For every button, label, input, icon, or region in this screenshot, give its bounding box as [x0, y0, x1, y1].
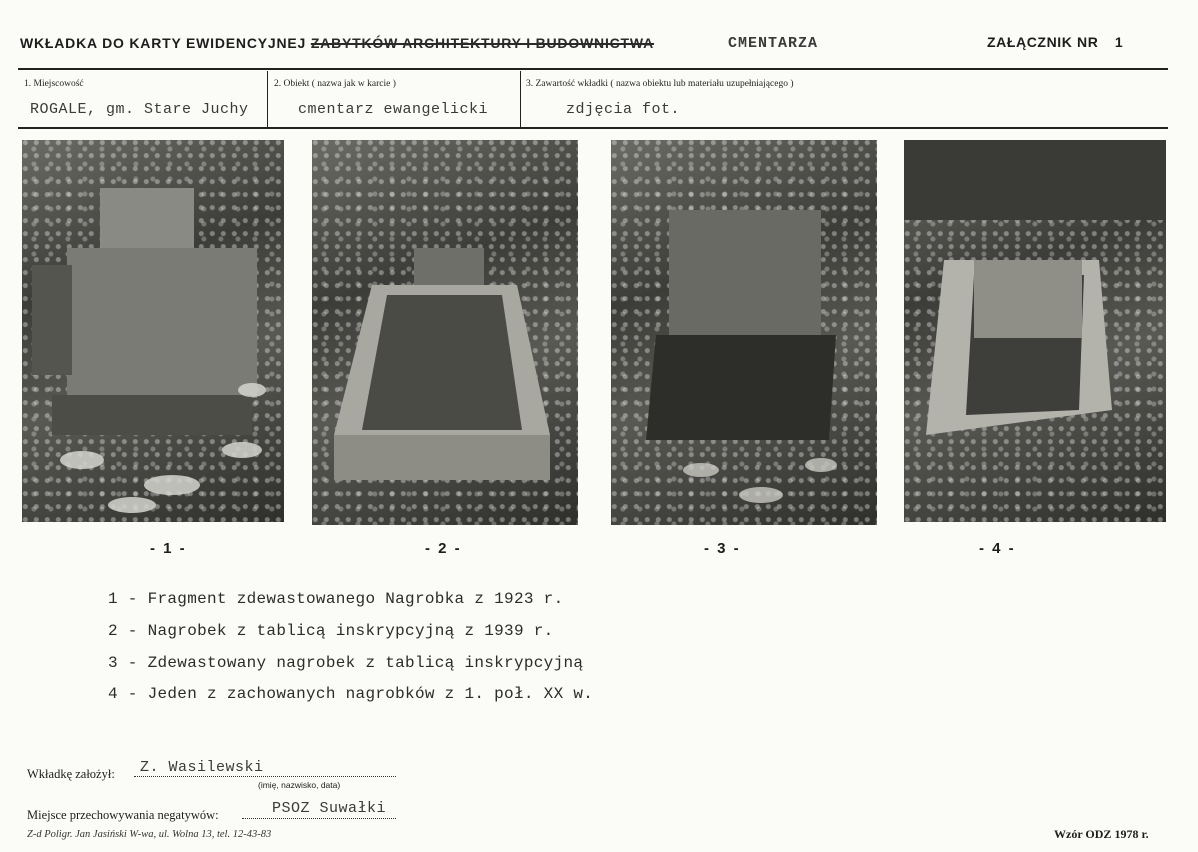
form-code: Wzór ODZ 1978 r. — [1054, 827, 1149, 841]
form-title-typed: CMENTARZA — [728, 35, 819, 52]
field-label-object: 2. Obiekt ( nazwa jak w karcie ) — [274, 79, 396, 89]
field-value-contents: zdjęcia fot. — [566, 101, 681, 118]
photo-3 — [611, 140, 877, 525]
photo-label-2: - 2 - — [425, 540, 462, 557]
photo-2 — [312, 140, 578, 525]
photo-1 — [22, 140, 284, 522]
form-title — [20, 35, 654, 51]
field-label-locality: 1. Miejscowość — [24, 79, 84, 89]
field-divider-2 — [520, 71, 521, 127]
photo-label-4: - 4 - — [979, 540, 1016, 557]
photo-4 — [904, 140, 1166, 522]
field-value-object: cmentarz ewangelicki — [298, 101, 489, 118]
caption-2: 2 - Nagrobek z tablicą inskrypcyjną z 1939 r. — [108, 622, 554, 640]
photo-label-3: - 3 - — [704, 540, 741, 557]
photo-label-1: - 1 - — [150, 540, 187, 557]
header-rule-top — [18, 68, 1168, 70]
storage-label: Miejsce przechowywania negatywów: — [27, 808, 219, 822]
caption-1: 1 - Fragment zdewastowanego Nagrobka z 1923 r. — [108, 590, 564, 608]
field-divider-1 — [267, 71, 268, 127]
storage-value: PSOZ Suwałki — [272, 800, 387, 817]
header-rule-bottom — [18, 127, 1168, 129]
form-title-prefix: WKŁADKA DO KARTY EWIDENCYJNEJ — [20, 35, 307, 51]
caption-3: 3 - Zdewastowany nagrobek z tablicą inskrypcyjną — [108, 654, 584, 672]
caption-4: 4 - Jeden z zachowanych nagrobków z 1. poł. XX w. — [108, 685, 594, 703]
annex-value: 1 — [1114, 34, 1124, 50]
annex-number — [987, 34, 1123, 50]
annex-label: ZAŁĄCZNIK NR — [987, 34, 1099, 50]
author-hint: (imię, nazwisko, data) — [258, 780, 341, 790]
author-value: Z. Wasilewski — [140, 759, 264, 776]
printer-note: Z-d Poligr. Jan Jasiński W-wa, ul. Wolna 13, tel. 12-43-83 — [27, 829, 272, 840]
author-label: Wkładkę założył: — [27, 767, 115, 781]
form-title-struck: ZABYTKÓW ARCHITEKTURY I BUDOWNICTWA — [310, 35, 655, 51]
field-value-locality: ROGALE, gm. Stare Juchy — [30, 101, 249, 118]
field-label-contents: 3. Zawartość wkładki ( nazwa obiektu lub materiału uzupełniającego ) — [526, 79, 794, 89]
